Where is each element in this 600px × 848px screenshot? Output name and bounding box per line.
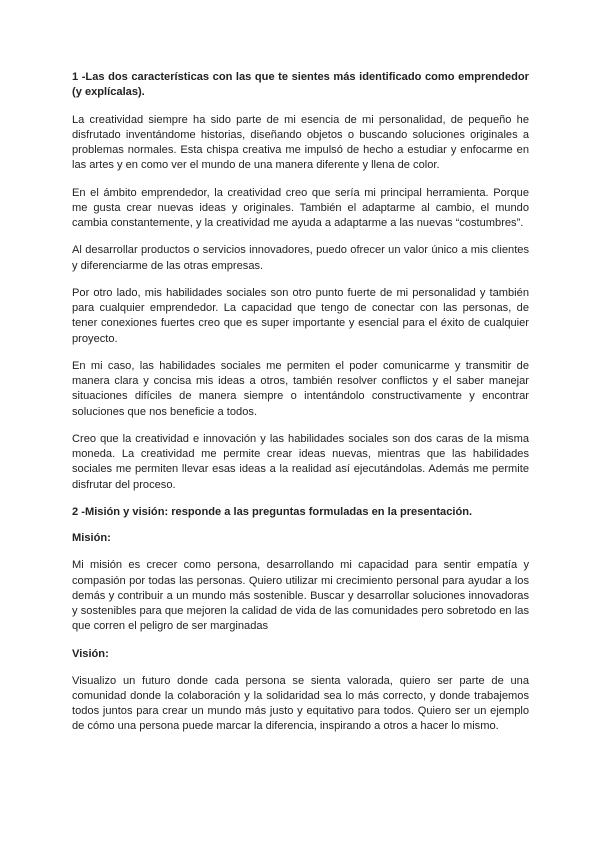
mision-heading: Misión:: [72, 532, 111, 545]
paragraph-productos-innovadores: Al desarrollar productos o servicios innovadores, puedo ofrecer un valor único a mis clientes y diferenciarme de las otras empresas.: [72, 244, 529, 272]
paragraph-habilidades-sociales: Por otro lado, mis habilidades sociales son otro punto fuerte de mi personalidad y también para cualquier emprendedor. La capacidad que tengo de conectar con las personas, de tener conexiones fuertes creo que es super importante y esencial para el éxito de cualquier proyecto.: [72, 286, 529, 345]
paragraph-ambito-emprendedor: En el ámbito emprendedor, la creatividad creo que sería mi principal herramienta. Porque me gusta crear nuevas ideas y originales. También el adaptarme al cambio, el mundo cambia constantemente, y la creatividad me ayuda a adaptarme a las nuevas “costumbres”.: [72, 186, 529, 229]
vision-heading: Visión:: [72, 647, 109, 660]
question-2-heading: 2 -Misión y visión: responde a las preguntas formuladas en la presentación.: [72, 505, 473, 518]
question-1-heading: 1 -Las dos características con las que te sientes más identificado como emprendedor (y explícalas).: [72, 71, 529, 99]
paragraph-conclusion: Creo que la creatividad e innovación y las habilidades sociales son dos caras de la misma moneda. La creatividad me permite crear ideas nuevas, mientras que las habilidades sociales me permiten llevar esas ideas a la realidad así ejecutándolas. Además me permite disfrutar del proceso.: [72, 432, 529, 491]
mision-text: Mi misión es crecer como persona, desarrollando mi capacidad para sentir empatía y compasión por todas las personas. Quiero utilizar mi crecimiento personal para ayudar a los demás y contribuir a un mundo más sostenible. Buscar y desarrollar soluciones innovadoras y sostenibles para que mejoren la calidad de vida de las comunidades pero sobretodo en las que corren el peligro de ser marginadas: [72, 559, 529, 633]
vision-text: Visualizo un futuro donde cada persona se sienta valorada, quiero ser parte de una comunidad donde la colaboración y la solidaridad sea lo más correcto, y donde trabajemos todos juntos para crear un mundo más justo y equitativo para todos. Quiero ser un ejemplo de cómo una persona puede marcar la diferencia, inspirando a otros a hacer lo mismo.: [72, 674, 529, 733]
paragraph-creatividad: La creatividad siempre ha sido parte de mi esencia de mi personalidad, de pequeño he disfrutado inventándome historias, diseñando objetos o buscando soluciones originales a problemas normales. Esta chispa creativa me impulsó de hecho a estudiar y enfocarme en las artes y en como ver el mundo de una manera diferente y llena de color.: [72, 113, 529, 172]
paragraph-comunicacion: En mi caso, las habilidades sociales me permiten el poder comunicarme y transmitir de manera clara y concisa mis ideas a otros, también resolver conflictos y el saber manejar situaciones difíciles de manera siempre o intentándolo constructivamente y encontrar soluciones que nos beneficie a todos.: [72, 359, 529, 418]
